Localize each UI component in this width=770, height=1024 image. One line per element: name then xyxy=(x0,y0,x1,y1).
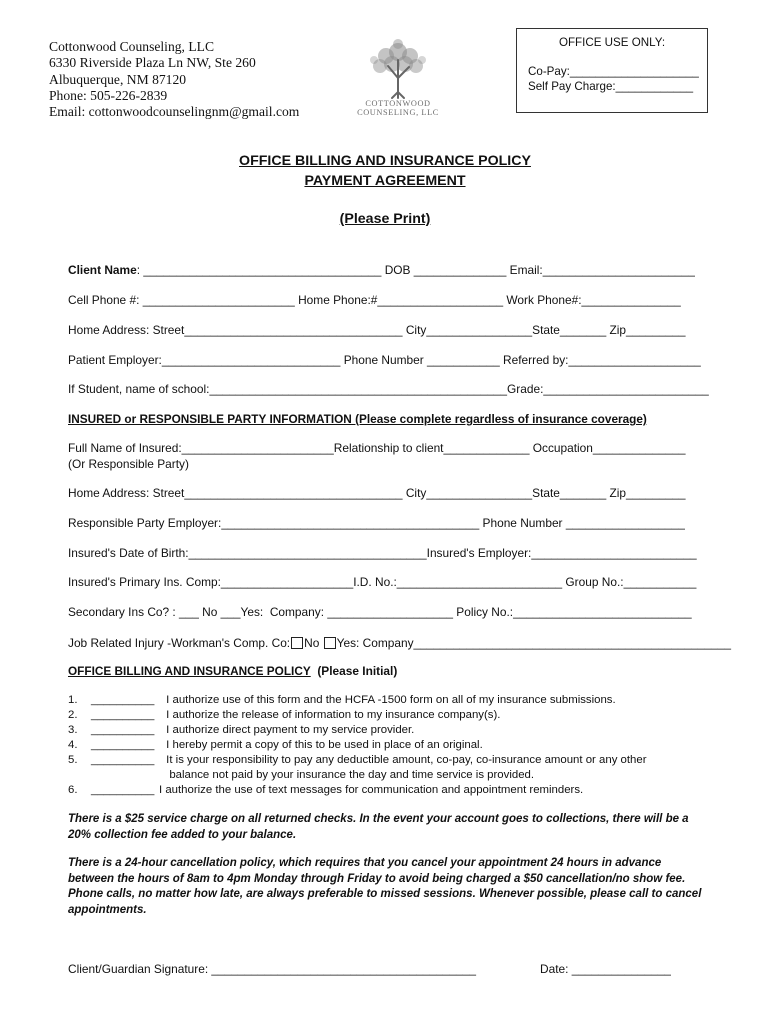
policy-item-text: I authorize direct payment to my service provider. xyxy=(163,724,415,736)
initial-field[interactable]: __________ xyxy=(91,709,155,721)
policy-item-text: balance not paid by your insurance the day and time service is provided. xyxy=(163,769,535,781)
practice-name: Cottonwood Counseling, LLC xyxy=(49,39,215,54)
workmans-comp-company-field[interactable]: Yes: Company________________________________________________ xyxy=(336,636,731,650)
phones-row[interactable]: Cell Phone #: _______________________ Home Phone:#___________________ Work Phone#:_______________ xyxy=(68,293,681,307)
policy-item-number: 5. xyxy=(68,754,78,766)
policy-item-number xyxy=(68,768,91,783)
policy-item xyxy=(68,783,647,798)
policy-item xyxy=(68,723,647,738)
workmans-comp-yes-checkbox[interactable] xyxy=(324,637,336,649)
practice-email: Email: cottonwoodcounselingnm@gmail.com xyxy=(49,104,300,120)
policy-item-number: 1. xyxy=(68,694,78,706)
insured-address-row[interactable]: Home Address: Street_________________________________ City________________State_______ Zip_________ xyxy=(68,486,686,500)
policy-initial-note: (Please Initial) xyxy=(310,664,398,678)
initial-field[interactable]: __________ xyxy=(91,754,155,766)
policy-item-number: 2. xyxy=(68,709,78,721)
policy-item xyxy=(68,753,647,768)
policy-item-number: 3. xyxy=(68,724,78,736)
please-print-note: (Please Print) xyxy=(339,211,431,227)
workmans-comp-label: Job Related Injury -Workman's Comp. Co: xyxy=(68,636,291,650)
cottonwood-logo xyxy=(352,36,444,120)
practice-address-line1: 6330 Riverside Plaza Ln NW, Ste 260 xyxy=(49,55,256,71)
practice-address-line2: Albuquerque, NM 87120 xyxy=(49,71,187,87)
initial-field[interactable]: __________ xyxy=(91,739,155,751)
cancellation-policy-notice: There is a 24-hour cancellation policy, which requires that you cancel your appointment 24 hours in advance between the hours of 8am to 4pm Monday through Friday to avoid being charged a $50 cancellation/no show fee. Phone calls, no matter how late, are always preferable to missed sessions. Whenever possible, please call to cancel appointments. xyxy=(68,857,702,916)
returned-check-notice: There is a $25 service charge on all returned checks. In the event your account goes to collections, there will be a 20% collection fee added to your balance. xyxy=(68,813,689,841)
policy-item-number: 6. xyxy=(68,784,78,796)
client-name-row[interactable] xyxy=(68,263,695,277)
policy-item-text: I hereby permit a copy of this to be used in place of an original. xyxy=(163,739,483,751)
responsible-party-employer-row[interactable]: Responsible Party Employer:_______________________________________ Phone Number __________________ xyxy=(68,516,685,530)
workmans-comp-no-label: No xyxy=(304,636,323,650)
initial-field-empty xyxy=(91,768,163,783)
patient-employer-row[interactable]: Patient Employer:___________________________ Phone Number ___________ Referred by:____________________ xyxy=(68,353,701,367)
client-name-dob-email-fields[interactable]: : ____________________________________ DOB ______________ Email:_______________________ xyxy=(136,263,695,277)
policy-header-row xyxy=(68,664,397,678)
policy-item-text: It is your responsibility to pay any deductible amount, co-pay, co-insurance amount or any other xyxy=(163,754,647,766)
policy-section-header: OFFICE BILLING AND INSURANCE POLICY xyxy=(68,664,311,678)
client-name-label: Client Name xyxy=(68,263,137,277)
secondary-insurance-row[interactable]: Secondary Ins Co? : ___ No ___Yes: Company: ___________________ Policy No.:___________________________ xyxy=(68,605,692,619)
copay-field[interactable]: Co-Pay:____________________ xyxy=(528,65,699,78)
school-row[interactable]: If Student, name of school:_____________________________________________Grade:_________________________ xyxy=(68,382,709,396)
tree-icon xyxy=(352,36,444,100)
policy-item-text: I authorize the use of text messages for communication and appointment reminders. xyxy=(159,784,584,796)
signature-field[interactable]: Client/Guardian Signature: ________________________________________ xyxy=(68,962,476,976)
initial-field[interactable]: __________ xyxy=(91,724,155,736)
insured-dob-row[interactable]: Insured's Date of Birth:____________________________________Insured's Employer:_________________________ xyxy=(68,546,697,560)
initial-field[interactable]: __________ xyxy=(91,784,155,796)
policy-item xyxy=(68,708,647,723)
client-address-row[interactable]: Home Address: Street_________________________________ City________________State_______ Zip_________ xyxy=(68,323,686,337)
policy-item xyxy=(68,693,647,708)
practice-info xyxy=(49,39,299,120)
form-subtitle: PAYMENT AGREEMENT xyxy=(304,173,466,189)
policy-item xyxy=(68,738,647,753)
primary-insurance-row[interactable]: Insured's Primary Ins. Comp:____________________I.D. No.:_________________________ Group No.:___________ xyxy=(68,575,697,589)
initial-field[interactable]: __________ xyxy=(91,694,155,706)
policy-list xyxy=(68,693,647,798)
self-pay-charge-field[interactable]: Self Pay Charge:____________ xyxy=(528,80,694,93)
policy-item-text: I authorize use of this form and the HCFA -1500 form on all of my insurance submissions. xyxy=(163,694,616,706)
policy-item-number: 4. xyxy=(68,739,78,751)
insured-full-name-row[interactable]: Full Name of Insured:_______________________Relationship to client_____________ Occupation______________ xyxy=(68,441,686,455)
office-use-box xyxy=(516,28,708,113)
practice-phone: Phone: 505-226-2839 xyxy=(49,87,168,103)
insured-section-header: INSURED or RESPONSIBLE PARTY INFORMATION (Please complete regardless of insurance coverage) xyxy=(68,412,647,426)
logo-text-line2: COUNSELING, LLC xyxy=(357,107,439,117)
form-title: OFFICE BILLING AND INSURANCE POLICY xyxy=(239,153,531,169)
workmans-comp-no-checkbox[interactable] xyxy=(291,637,303,649)
office-use-title: OFFICE USE ONLY: xyxy=(558,36,666,49)
responsible-party-note: (Or Responsible Party) xyxy=(68,457,189,471)
workmans-comp-row xyxy=(68,636,731,650)
date-field[interactable]: Date: _______________ xyxy=(540,962,671,976)
logo-text-line1: COTTONWOOD xyxy=(365,99,431,108)
policy-item-text: I authorize the release of information to my insurance company(s). xyxy=(163,709,501,721)
policy-item-continuation xyxy=(68,768,647,783)
